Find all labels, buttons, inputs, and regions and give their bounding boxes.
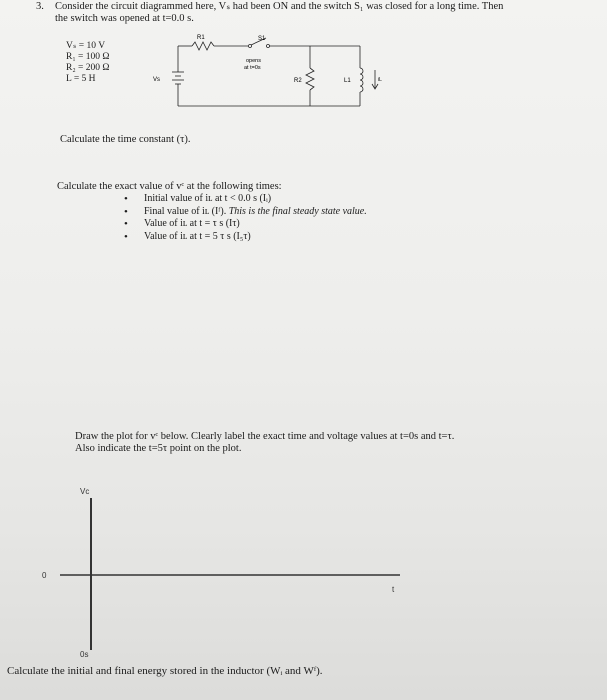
label-l1: L1 [344, 78, 351, 84]
plot-axes [0, 480, 607, 660]
inductor-l1 [360, 68, 363, 92]
plot-instructions-line-1: Draw the plot for vᶜ below. Clearly label the exact time and voltage values at t=0s and t=τ. [75, 431, 455, 442]
given-vs: Vₛ = 10 V [66, 41, 106, 51]
x-axis-label: t [392, 585, 395, 594]
question-number: 3. [36, 1, 44, 12]
given-l: L = 5 H [66, 74, 96, 84]
given-r2: R₂ = 200 Ω [66, 63, 110, 73]
origin-label: 0s [80, 650, 89, 659]
time-constant-question: Calculate the time constant (τ). [60, 134, 191, 145]
resistor-r2 [306, 68, 314, 90]
exact-values-list [122, 193, 367, 243]
label-opens: opens [246, 58, 261, 64]
label-r1: R1 [197, 35, 205, 41]
list-item: • Value of iʟ at t = τ s (Iτ) [122, 218, 367, 231]
energy-question: Calculate the initial and final energy stored in the inductor (Wᵢ and Wᶠ). [7, 665, 323, 677]
y-axis-label: Vc [80, 487, 90, 496]
list-item-emphasis: This is the final steady state value. [228, 205, 367, 217]
list-item: • Initial value of iʟ at t < 0.0 s (Iᵢ) [122, 193, 367, 206]
question-line-2: the switch was opened at t=0.0 s. [55, 13, 194, 24]
list-item [122, 206, 367, 219]
label-il: iL [378, 77, 382, 83]
label-r2: R2 [294, 78, 302, 84]
list-item: • Value of iʟ at t = 5 τ s (I₅τ) [122, 231, 367, 244]
question-line-1: Consider the circuit diagrammed here, Vₛ had been ON and the switch S₁ was closed for a long time. Then [55, 1, 504, 12]
label-vs: Vs [153, 77, 161, 83]
label-s1: S1 [258, 36, 266, 42]
exact-values-heading: Calculate the exact value of vᶜ at the following times: [57, 181, 282, 192]
list-item-text: Final value of iʟ (Iᶠ). This is the final steady state value. [144, 205, 367, 217]
given-r1: R₁ = 100 Ω [66, 52, 110, 62]
circuit-diagram [150, 32, 390, 112]
zero-label: 0 [42, 571, 47, 580]
label-opens-time: at t=0s [244, 65, 261, 71]
plot-instructions-line-2: Also indicate the t=5τ point on the plot. [75, 443, 242, 454]
resistor-r1 [192, 42, 214, 50]
